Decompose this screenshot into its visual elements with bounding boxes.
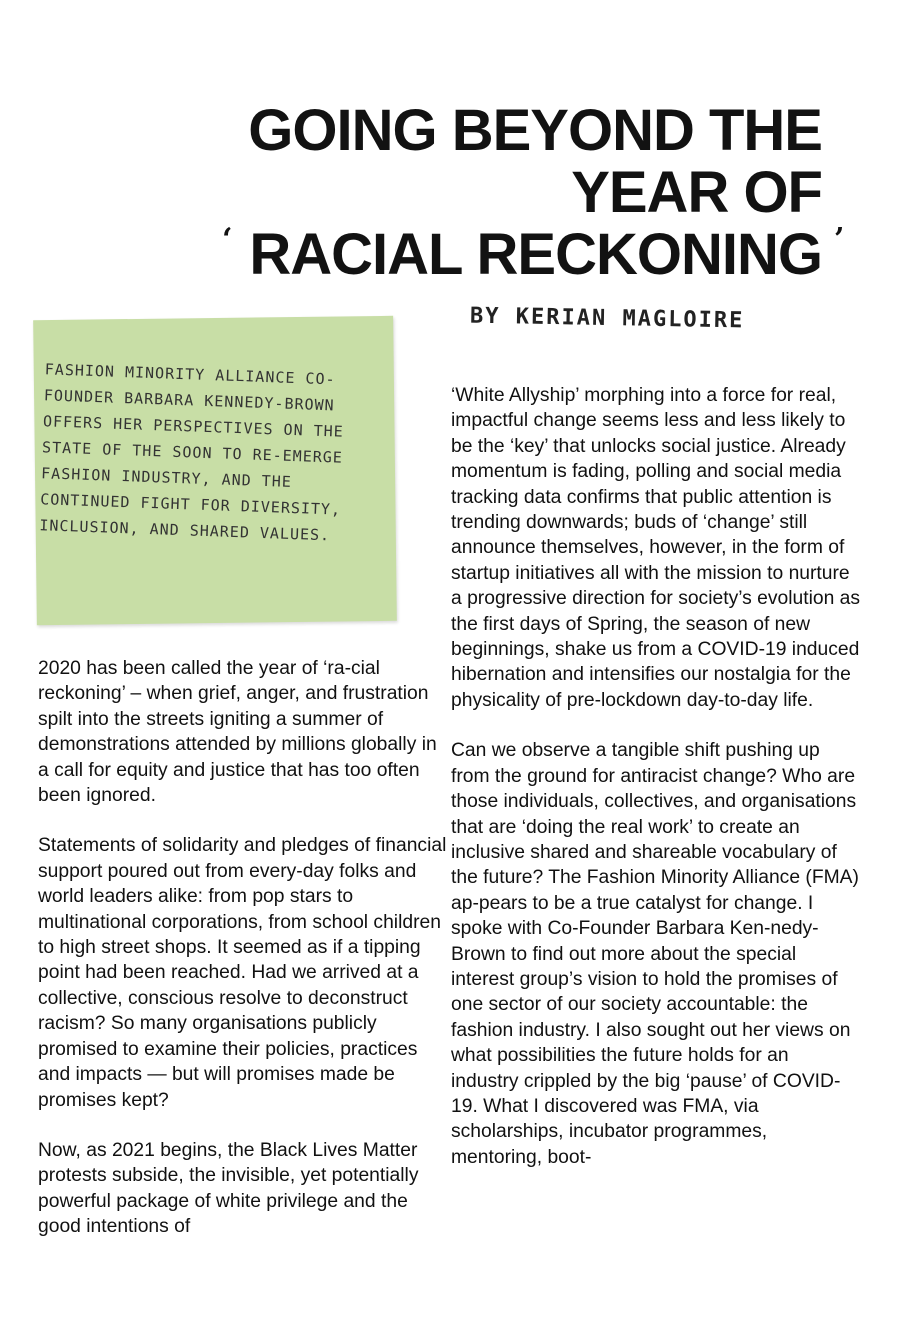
- title-close-quote: ’: [834, 222, 845, 257]
- left-paragraph-3: Now, as 2021 begins, the Black Lives Matter protests subside, the invisible, yet potentially powerful package of white privilege and the good intentions of: [38, 1139, 419, 1238]
- title-open-quote: ‘: [222, 222, 233, 257]
- title-line-2: YEAR OF: [571, 160, 822, 225]
- right-paragraph-2: Can we observe a tangible shift pushing up from the ground for antiracist change? Who are those individuals, collectives, and organisations that are ‘doing the real work’ to create an inclusive shared and shareable vocabulary of the future? The Fashion Minority Alliance (FMA) ap-pears to be a true catalyst for change. I spoke with Co-Founder Barbara Ken-nedy-Brown to find out more about the special interest group’s vision to hold the promises of one sector of our society accountable: the fashion industry. I also sought out her views on what possibilities the future holds for an industry crippled by the big ‘pause’ of COVID-19. What I discovered was FMA, via scholarships, incubator programmes, mentoring, boot-: [451, 740, 859, 1168]
- sticky-note-text: FASHION MINORITY ALLIANCE CO-FOUNDER BARBARA KENNEDY-BROWN OFFERS HER PERSPECTIVES ON THE STATE OF THE SOON TO RE-EMERGE FASHION INDUSTRY, AND THE CONTINUED FIGHT FOR DIVERSITY, INCLUSION, AND SHARED VALUES.: [39, 360, 345, 545]
- title-line-3: RACIAL RECKONING: [249, 222, 822, 287]
- right-column: [451, 383, 861, 1195]
- left-paragraph-1: 2020 has been called the year of ‘ra-cial reckoning’ – when grief, anger, and frustration spilt into the streets igniting a summer of demonstrations attended by millions globally in a call for equity and justice that has too often been ignored.: [38, 658, 437, 807]
- byline: BY KERIAN MAGLOIRE: [469, 303, 745, 334]
- title-line-1: GOING BEYOND THE: [248, 98, 822, 163]
- left-column: [38, 656, 448, 1265]
- right-paragraph-1: ‘White Allyship’ morphing into a force for real, impactful change seems less and less likely to be the ‘key’ that unlocks social justice. Already momentum is fading, polling and social media tracking data confirms that public attention is trending downwards; buds of ‘change’ still announce themselves, however, in the form of startup initiatives all with the mission to nurture a progressive direction for society’s evolution as the first days of Spring, the season of new beginnings, shake us from a COVID-19 induced hibernation and intensifies our nostalgia for the physicality of pre-lockdown day-to-day life.: [451, 385, 861, 711]
- article-title: [248, 100, 822, 286]
- left-paragraph-2: Statements of solidarity and pledges of financial support poured out from every-day folks and world leaders alike: from pop stars to multinational corporations, from school children to high street shops. It seemed as if a tipping point had been reached. Had we arrived at a collective, conscious resolve to deconstruct racism? So many organisations publicly promised to examine their policies, practices and impacts — but will promises made be promises kept?: [38, 835, 447, 1111]
